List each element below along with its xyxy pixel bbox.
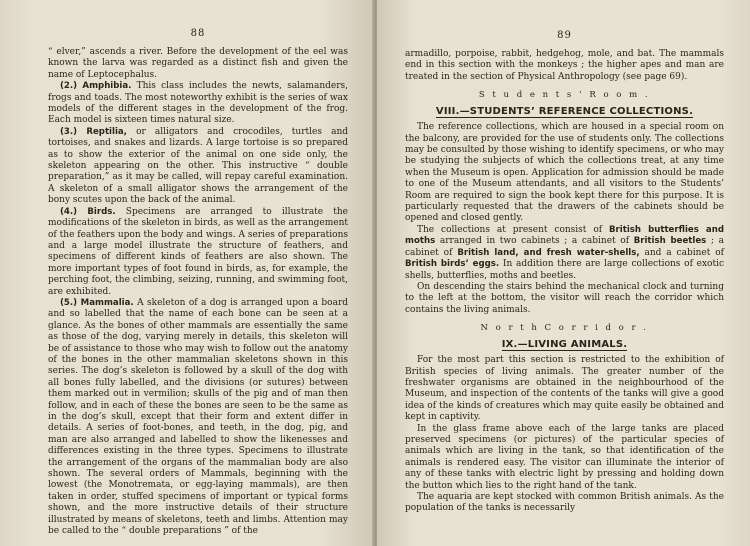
paragraph-living-animals-intro: For the most part this section is restricted to the exhibition of British species of living animals. The greater number of the freshwater organisms are obtained in the neighbourhood of the Museum, and inspection of the contents of the tanks will give a good idea of the kinds of creatures which may quite easily be obtained and kept in captivity. [405,355,724,423]
left-paragraph [48,127,348,207]
left-page-body [48,47,348,537]
paragraph-reference-collections: The reference collections, which are housed in a special room on the balcony, are provided for the use of students only. The collections may be consulted by those wishing to identify specimens, or who may be studying the subjects of which the collections treat, at any time when the Museum is open. Application for admission should be made to one of the Museum attendants, and all visitors to the Students’ Room are required to sign the book kept there for this purpose. It is particularly requested that the drawers of the cabinets should be opened and closed gently. [405,122,724,224]
left-paragraph [48,81,348,127]
page-number-right: 89 [557,30,572,41]
left-paragraph [48,207,348,298]
paragraph-text: Specimens are arranged to illustrate the modifications of the skeleton in birds, as well as the arrangement of the feathers upon the body and wings. A series of preparations and a large model illustrate the structure of feathers, and specimens of different kinds of feathers are also shown. The more important types of foot found in birds, as, for example, the perching foot, the climbing, seizing, running, and swimming foot, are exhibited. [48,206,349,297]
section-heading-students-reference: VIII.—STUDENTS’ REFERENCE COLLECTIONS. [435,106,694,118]
left-paragraph [48,47,348,81]
paragraph-descending-stairs: On descending the stairs behind the mechanical clock and turning to the left at the bottom, the visitor will reach the corridor which contains the living animals. [405,281,724,315]
paragraph-text: This class includes the newts, salamanders, frogs and toads. The most noteworthy exhibit is the series of wax models of the different stages in the development of the frog. Each model is sixteen times natural size. [48,81,348,126]
paragraph-opening: armadillo, porpoise, rabbit, hedgehog, mole, and bat. The mammals end in this section with the monkeys ; the higher apes and man are treated in the section of Physical Anthropology (see page 69). [405,49,724,82]
paragraph-text: or alligators and crocodiles, turtles and tortoises, and snakes and lizards. A large tortoise is so prepared as to show the exterior of the animal on one side only, the skeleton appearing on the other. This instructive “ double preparation,” as it may be called, will repay careful examination. A skeleton of a small alligator shows the arrangement of the bony scutes upon the back of the animal. [48,126,348,206]
section-heading-living-animals: IX.—LIVING ANIMALS. [501,339,628,351]
paragraph-aquaria: The aquaria are kept stocked with common British animals. As the population of the tanks is necessarily [405,492,724,514]
paragraph-lead: (3.) Reptilia, [60,126,127,137]
right-page [377,0,750,546]
left-page [0,0,374,546]
paragraph-glass-frame: In the glass frame above each of the large tanks are placed preserved specimens (or pictures) of the particular species of animals which are living in the tank, so that identification of the animals is rendered easy. The visitor can illuminate the interior of any of these tanks with electric light by pressing and holding down the button which lies to the right hand of the tank. [405,423,724,491]
paragraph-lead: (4.) Birds. [60,206,116,217]
section-label-north-corridor: N o r t h C o r r i d o r . [480,323,649,334]
paragraph-lead: (5.) Mammalia. [60,297,134,308]
section-label-students-room: S t u d e n t s ’ R o o m . [478,90,651,101]
page-number-left: 88 [190,28,206,39]
paragraph-text: A skeleton of a dog is arranged upon a board and so labelled that the name of each bone can be seen at a glance. As the bones of other mammals are essentially the same as those of the dog, varying merely in details, this skeleton will be of assistance to those who may wish to follow out the anatomy of the bones in the other mammalian skeletons shown in this series. The dog’s skeleton is followed by a skull of the dog with all bones fully labelled, and the divisions (or sutures) between them marked out in vermilion; skulls of the pig and of man then follow, and in each of these the bones are seen to be the same as in the dog’s skull, except that their form and extent differ in details. A series of foot-bones, and teeth, in the dog, pig, and man are also arranged and labelled to show the likenesses and differences existing in the three types. Specimens to illustrate the arrangement of the organs of the mammalian body are also shown. The several orders of Mammals, beginning with the lowest (the Monotremata, or egg-laying mammals), are then taken in order, stuffed specimens of important or typical forms shown, and the more instructive details of their structure illustrated by means of skeletons, teeth and limbs. Attention may be called to the “ double preparations ” of the [48,297,349,537]
paragraph-lead: (2.) Amphibia. [60,81,132,92]
left-paragraph [48,298,348,538]
paragraph-text: “ elver,” ascends a river. Before the development of the eel was known the larva was regarded as a distinct fish and given the name of Leptocephalus. [48,47,348,80]
paragraph-collections-list: The collections at present consist of British butterflies and moths arranged in two cabinets ; a cabinet of British beetles ; a cabinet of British land, and fresh water-shells, and a cabinet of British birds’ eggs. In addition there are large collections of exotic shells, butterflies, moths and beetles. [405,224,724,281]
